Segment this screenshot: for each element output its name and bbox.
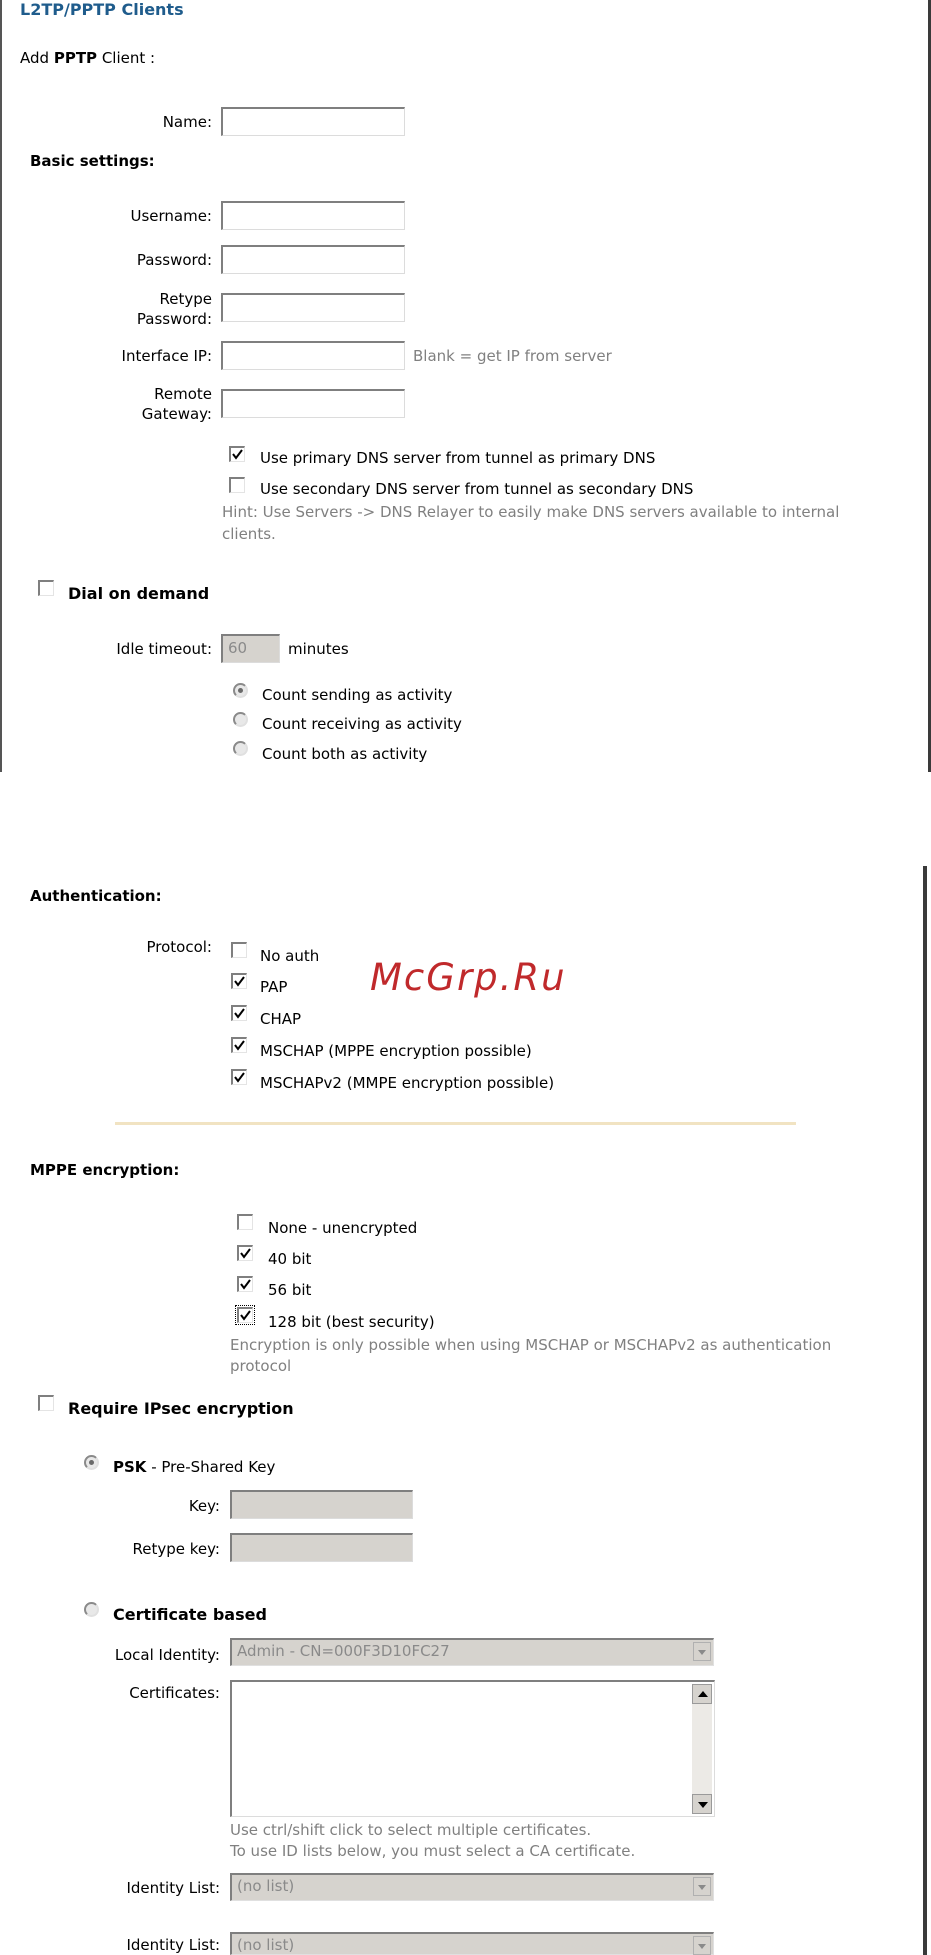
mppe-none-label: None - unencrypted (268, 1219, 418, 1237)
listbox-scrollbar[interactable] (692, 1684, 712, 1814)
certificate-based-radio[interactable] (84, 1602, 99, 1617)
interface-ip-input[interactable] (221, 341, 405, 370)
retype-password-input[interactable] (221, 293, 405, 322)
check-icon (239, 1278, 253, 1292)
count-both-label: Count both as activity (262, 745, 428, 763)
mppe-128bit-label: 128 bit (best security) (268, 1313, 435, 1331)
count-sending-radio[interactable] (233, 683, 248, 698)
idle-timeout-value: 60 (228, 639, 248, 657)
psk-bold: PSK (113, 1458, 147, 1476)
mppe-56bit-label: 56 bit (268, 1281, 312, 1299)
scroll-up-icon[interactable] (692, 1684, 712, 1704)
certificates-hint-line-1: Use ctrl/shift click to select multiple certificates. (230, 1821, 592, 1839)
mppe-40bit-checkbox[interactable] (237, 1245, 253, 1261)
mschapv2-label: MSCHAPv2 (MMPE encryption possible) (260, 1074, 555, 1092)
certificates-hint-line-2: To use ID lists below, you must select a CA certificate. (230, 1842, 636, 1860)
add-suffix: Client : (101, 49, 156, 67)
require-ipsec-checkbox[interactable] (38, 1395, 54, 1411)
check-icon (231, 448, 245, 462)
chevron-down-icon[interactable] (693, 1877, 711, 1896)
mppe-hint-line-1: Encryption is only possible when using MSCHAP or MSCHAPv2 as authentication (230, 1336, 832, 1354)
remote-gateway-label-1: Remote (154, 385, 212, 403)
mppe-128bit-checkbox[interactable] (237, 1307, 253, 1323)
idle-timeout-label: Idle timeout: (116, 640, 212, 658)
pap-checkbox[interactable] (231, 973, 247, 989)
identity-list-select[interactable] (230, 1873, 714, 1901)
check-icon (233, 1071, 247, 1085)
identity-list-select-duplicate[interactable] (230, 1932, 714, 1955)
username-input[interactable] (221, 201, 405, 230)
primary-dns-checkbox[interactable] (229, 446, 245, 462)
mschap-label: MSCHAP (MPPE encryption possible) (260, 1042, 532, 1060)
check-icon (239, 1247, 253, 1261)
authentication-title: Authentication: (30, 887, 162, 905)
dial-on-demand-title: Dial on demand (68, 584, 210, 603)
password-label: Password: (136, 251, 212, 269)
mppe-40bit-label: 40 bit (268, 1250, 312, 1268)
retype-password-label-1: Retype (159, 290, 212, 308)
radio-dot-icon (238, 688, 243, 693)
mppe-hint-line-2: protocol (230, 1357, 292, 1375)
dns-hint-line-2: clients. (222, 525, 276, 543)
protocol-label: Protocol: (146, 938, 212, 956)
interface-ip-hint: Blank = get IP from server (413, 347, 612, 365)
mppe-none-checkbox[interactable] (237, 1214, 253, 1230)
basic-settings-title: Basic settings: (30, 152, 155, 170)
secondary-dns-checkbox[interactable] (229, 477, 245, 493)
check-icon (239, 1309, 253, 1323)
check-icon (233, 1007, 247, 1021)
username-label: Username: (130, 207, 212, 225)
key-input[interactable] (230, 1490, 413, 1519)
chap-label: CHAP (260, 1010, 302, 1028)
password-input[interactable] (221, 245, 405, 274)
scroll-track[interactable] (692, 1704, 712, 1794)
add-client-heading (20, 49, 155, 68)
count-both-radio[interactable] (233, 741, 248, 756)
interface-ip-label: Interface IP: (121, 347, 212, 365)
certificate-based-title: Certificate based (113, 1605, 267, 1624)
add-client-type: PPTP (53, 49, 98, 67)
remote-gateway-label-2: Gateway: (141, 405, 212, 423)
local-identity-value: Admin - CN=000F3D10FC27 (237, 1642, 450, 1660)
count-receiving-radio[interactable] (233, 712, 248, 727)
mppe-title: MPPE encryption: (30, 1161, 180, 1179)
page-title: L2TP/PPTP Clients (20, 0, 184, 19)
count-sending-label: Count sending as activity (262, 686, 453, 704)
require-ipsec-title: Require IPsec encryption (68, 1399, 294, 1418)
primary-dns-label: Use primary DNS server from tunnel as primary DNS (260, 449, 656, 467)
dial-on-demand-checkbox[interactable] (38, 580, 54, 596)
idle-timeout-input[interactable] (221, 634, 280, 663)
add-prefix: Add (20, 49, 50, 67)
watermark: McGrp.Ru (370, 956, 567, 999)
certificates-listbox[interactable] (230, 1680, 715, 1817)
frame-left-top (0, 0, 2, 772)
mschapv2-checkbox[interactable] (231, 1069, 247, 1085)
certificates-label: Certificates: (129, 1684, 220, 1702)
identity-list-label: Identity List: (126, 1879, 220, 1897)
retype-password-label-2: Password: (136, 310, 212, 328)
check-icon (233, 975, 247, 989)
key-label: Key: (188, 1497, 220, 1515)
local-identity-label: Local Identity: (114, 1646, 220, 1664)
identity-list-value-duplicate: (no list) (237, 1936, 295, 1954)
check-icon (233, 1039, 247, 1053)
identity-list-value: (no list) (237, 1877, 295, 1895)
chap-checkbox[interactable] (231, 1005, 247, 1021)
scroll-down-icon[interactable] (692, 1794, 712, 1814)
identity-list-label-duplicate: Identity List: (126, 1936, 220, 1954)
count-receiving-label: Count receiving as activity (262, 715, 462, 733)
dns-hint-line-1: Hint: Use Servers -> DNS Relayer to easily make DNS servers available to internal (222, 503, 840, 521)
section-divider (115, 1122, 796, 1125)
no-auth-checkbox[interactable] (231, 942, 247, 958)
frame-right-bottom (923, 866, 927, 1955)
radio-dot-icon (89, 1460, 94, 1465)
psk-radio[interactable] (84, 1455, 99, 1470)
psk-label (113, 1458, 275, 1477)
mschap-checkbox[interactable] (231, 1037, 247, 1053)
psk-rest: - Pre-Shared Key (146, 1458, 276, 1476)
remote-gateway-input[interactable] (221, 389, 405, 418)
name-label: Name: (162, 113, 212, 131)
idle-timeout-unit: minutes (288, 640, 349, 658)
secondary-dns-label: Use secondary DNS server from tunnel as secondary DNS (260, 480, 694, 498)
no-auth-label: No auth (260, 947, 320, 965)
retype-key-label: Retype key: (132, 1540, 220, 1558)
chevron-down-icon[interactable] (693, 1642, 711, 1661)
name-input[interactable] (221, 107, 405, 136)
local-identity-select[interactable] (230, 1638, 714, 1666)
chevron-down-icon[interactable] (693, 1936, 711, 1955)
pap-label: PAP (260, 978, 288, 996)
retype-key-input[interactable] (230, 1533, 413, 1562)
mppe-56bit-checkbox[interactable] (237, 1276, 253, 1292)
